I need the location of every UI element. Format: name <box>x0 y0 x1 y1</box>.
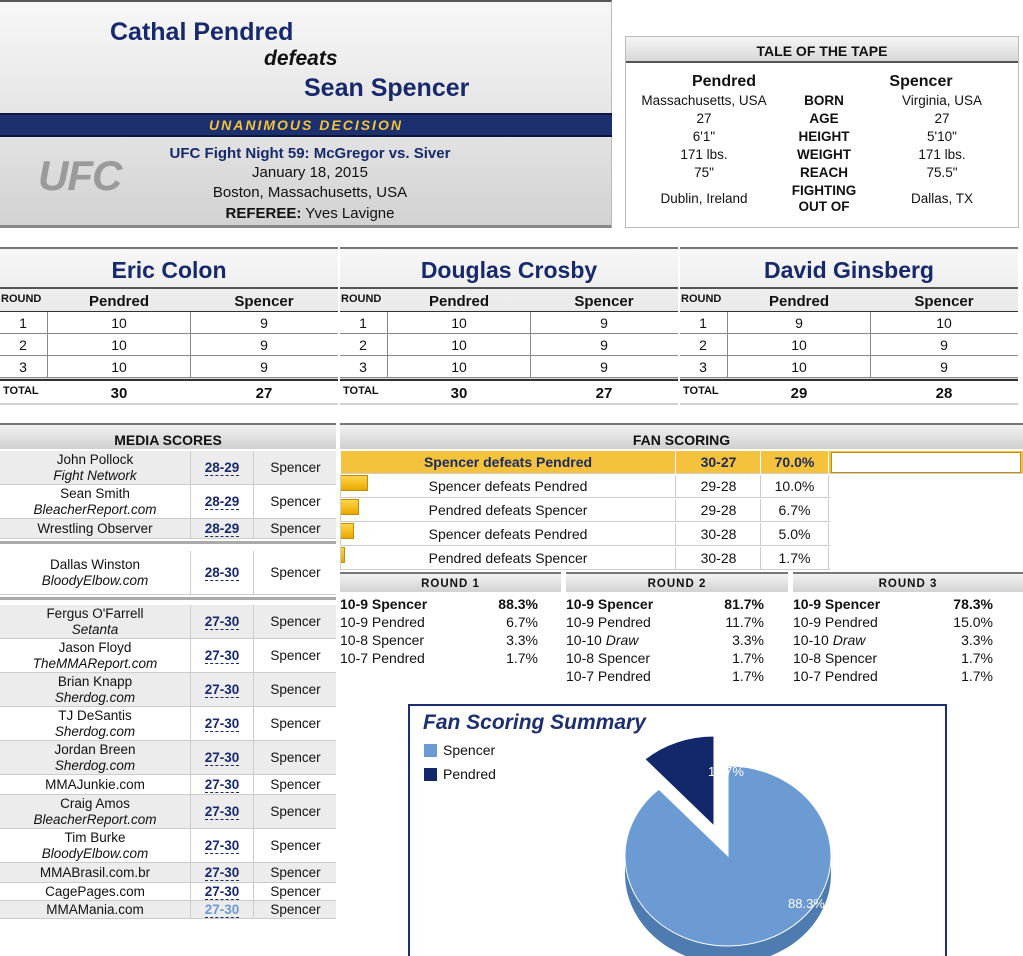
fan-result-score: 29-28 <box>677 499 761 522</box>
spencer-total: 28 <box>935 385 953 402</box>
scorecard-round-row <box>340 312 678 334</box>
fan-result-percent: 1.7% <box>761 547 829 570</box>
judge-scorecard <box>0 247 338 405</box>
pendred-round-score: 10 <box>727 356 870 377</box>
round-column-label: ROUND <box>681 293 722 305</box>
media-member-name[interactable]: Dallas Winston <box>49 557 141 572</box>
media-winner: Spencer <box>270 648 321 663</box>
round-score-label: 10-9 Spencer <box>566 596 654 612</box>
pendred-round-score: 10 <box>387 334 530 355</box>
media-source <box>0 486 190 518</box>
tale-right-value: 75.5" <box>926 165 958 180</box>
round-score-label: 10-8 Spencer <box>340 632 425 648</box>
round-score-percent: 1.7% <box>961 668 993 684</box>
round-number: 3 <box>19 359 27 375</box>
media-member-name[interactable]: CagePages.com <box>45 884 145 899</box>
round-number: 1 <box>19 315 27 331</box>
pendred-column-label: Pendred <box>88 293 149 310</box>
fan-result-row[interactable] <box>340 475 830 498</box>
round-number: 1 <box>359 315 367 331</box>
round-score-line <box>793 650 993 668</box>
fan-result-score: 30-28 <box>677 523 761 546</box>
chart-title: Fan Scoring Summary <box>423 711 646 734</box>
media-score-link[interactable]: 27-30 <box>204 804 240 819</box>
media-outlet: Sherdog.com <box>54 758 136 773</box>
media-outlet: Fight Network <box>53 468 137 483</box>
fan-scoring-title: FAN SCORING <box>340 423 1023 449</box>
round-number: 3 <box>359 359 367 375</box>
tale-label: REACH <box>799 165 848 180</box>
media-score-cell <box>190 519 254 538</box>
media-score-row <box>0 741 336 775</box>
round-score-percent: 1.7% <box>732 650 764 666</box>
scorecard-total-row <box>340 379 678 403</box>
round-score-percent: 1.7% <box>961 650 993 666</box>
round-column-label: ROUND <box>1 293 42 305</box>
media-outlet: Setanta <box>71 622 119 637</box>
media-winner: Spencer <box>270 614 321 629</box>
round-1-header: ROUND 1 <box>340 572 561 592</box>
media-score-link[interactable]: 28-29 <box>204 494 240 509</box>
fan-scoring-panel <box>340 423 1023 684</box>
scorecard-round-row <box>340 334 678 356</box>
tale-label: WEIGHT <box>797 147 851 162</box>
media-winner: Spencer <box>270 750 321 765</box>
round-score-line <box>340 650 538 668</box>
round-score-percent: 1.7% <box>506 650 538 666</box>
legend-label-spencer: Spencer <box>443 742 496 758</box>
round-score-percent: 3.3% <box>961 632 993 648</box>
spencer-round-score: 10 <box>870 312 1017 333</box>
fan-result-label: Spencer defeats Pendred <box>340 451 676 474</box>
round-score-label: 10-10 Draw <box>566 632 639 648</box>
round-3-header: ROUND 3 <box>793 572 1023 592</box>
round-score-label: 10-9 Pendred <box>566 614 651 630</box>
judge-scorecard <box>340 247 678 405</box>
event-date: January 18, 2015 <box>252 164 368 181</box>
round-column-label: ROUND <box>341 293 382 305</box>
media-score-row <box>0 673 336 707</box>
media-score-link[interactable]: 27-30 <box>204 777 240 792</box>
spencer-round-score: 9 <box>530 356 677 377</box>
tale-label-line-1: FIGHTING <box>791 183 857 198</box>
tale-left-value: Massachusetts, USA <box>641 93 767 108</box>
pendred-column-label: Pendred <box>428 293 489 310</box>
media-score-cell <box>190 451 254 484</box>
scorecard-round-row <box>680 356 1018 378</box>
media-score-link[interactable]: 27-30 <box>204 902 240 917</box>
media-winner: Spencer <box>270 884 321 899</box>
fight-result-header <box>0 0 612 228</box>
pie-chart <box>410 706 945 956</box>
round-score-label: 10-9 Pendred <box>340 614 425 630</box>
spencer-round-score: 9 <box>530 312 677 333</box>
tale-row-age <box>626 111 1020 129</box>
judge-name[interactable]: David Ginsberg <box>764 257 934 283</box>
fan-result-percent: 70.0% <box>761 451 829 474</box>
scorecard-round-row <box>0 312 338 334</box>
media-group-divider <box>0 597 336 600</box>
media-member-name[interactable]: MMABrasil.com.br <box>39 865 151 880</box>
media-member-name[interactable]: John Pollock <box>56 452 134 467</box>
media-scores-panel <box>0 423 336 956</box>
media-score-link[interactable]: 27-30 <box>204 865 240 880</box>
media-member-name[interactable]: Brian Knapp <box>57 674 133 689</box>
media-score-row <box>0 485 336 519</box>
pendred-round-score: 10 <box>47 312 190 333</box>
judge-name[interactable]: Douglas Crosby <box>420 257 598 283</box>
judge-name[interactable]: Eric Colon <box>111 257 227 283</box>
scorecard-round-row <box>680 312 1018 334</box>
media-score-cell <box>190 673 254 706</box>
round-score-line <box>793 596 993 614</box>
pendred-round-score: 10 <box>727 334 870 355</box>
media-score-cell <box>190 795 254 828</box>
fan-scoring-summary-chart <box>408 704 947 956</box>
media-source <box>0 777 190 793</box>
pendred-round-score: 10 <box>47 334 190 355</box>
pendred-round-score: 10 <box>387 356 530 377</box>
media-member-name[interactable]: Craig Amos <box>60 796 130 811</box>
round-number: 1 <box>699 315 707 331</box>
round-score-line <box>340 632 538 650</box>
media-score-link[interactable]: 28-29 <box>204 521 240 536</box>
round-score-label: 10-9 Spencer <box>793 596 881 612</box>
media-outlet: TheMMAReport.com <box>32 656 158 671</box>
round-score-label: 10-10 Draw <box>793 632 866 648</box>
fan-result-label: Pendred defeats Spencer <box>340 547 676 570</box>
spencer-round-score: 9 <box>870 334 1017 355</box>
round-score-percent: 1.7% <box>732 668 764 684</box>
tale-right-value: Virginia, USA <box>901 93 983 108</box>
media-score-link[interactable]: 27-30 <box>204 838 240 853</box>
round-score-label: 10-7 Pendred <box>340 650 425 666</box>
media-score-link[interactable]: 27-30 <box>204 750 240 765</box>
scorecard-rows <box>680 311 1018 378</box>
media-score-link[interactable]: 28-30 <box>204 565 240 580</box>
pendred-total: 30 <box>450 385 468 402</box>
fan-result-row[interactable] <box>340 499 830 522</box>
round-score-line <box>793 632 993 650</box>
fan-result-percent: 10.0% <box>761 475 829 498</box>
tale-title: TALE OF THE TAPE <box>626 37 1018 63</box>
fan-result-score: 30-28 <box>677 547 761 570</box>
round-score-percent: 11.7% <box>725 614 764 630</box>
round-score-line <box>340 614 538 632</box>
referee-label: REFEREE: <box>225 205 302 222</box>
round-number: 2 <box>359 337 367 353</box>
scorecard-rows <box>0 311 338 378</box>
scorecard-header <box>0 287 338 311</box>
round-score-line <box>566 614 764 632</box>
media-winner: Spencer <box>270 865 321 880</box>
media-source <box>0 865 190 881</box>
media-outlet: BloodyElbow.com <box>41 573 149 588</box>
referee-name[interactable]: Yves Lavigne <box>305 205 395 222</box>
pendred-column-label: Pendred <box>768 293 829 310</box>
media-score-cell <box>190 551 254 594</box>
media-member-name[interactable]: MMAJunkie.com <box>45 777 145 792</box>
tale-right-fighter[interactable]: Spencer <box>889 73 953 90</box>
spencer-column-label: Spencer <box>574 293 634 310</box>
loser-name[interactable]: Sean Spencer <box>304 74 470 102</box>
tale-row-height <box>626 129 1020 147</box>
fan-result-label: Pendred defeats Spencer <box>340 499 676 522</box>
round-score-percent: 3.3% <box>732 632 764 648</box>
round-score-line <box>566 632 764 650</box>
media-outlet: BleacherReport.com <box>33 812 157 827</box>
media-group-divider <box>0 541 336 544</box>
spencer-round-score: 9 <box>870 356 1017 377</box>
media-source <box>0 796 190 828</box>
result-verb: defeats <box>264 47 338 70</box>
spencer-round-score: 9 <box>190 312 337 333</box>
tale-of-the-tape <box>625 36 1019 228</box>
media-score-cell <box>190 741 254 774</box>
media-winner: Spencer <box>270 716 321 731</box>
spencer-total: 27 <box>595 385 613 402</box>
legend-label-pendred: Pendred <box>443 766 496 782</box>
media-outlet: BleacherReport.com <box>33 502 157 517</box>
media-score-row <box>0 605 336 639</box>
media-score-row <box>0 551 336 595</box>
pendred-round-score: 10 <box>47 356 190 377</box>
media-source <box>0 557 190 589</box>
scorecard-round-row <box>680 334 1018 356</box>
tale-left-value: Dublin, Ireland <box>660 191 748 206</box>
round-score-label: 10-9 Pendred <box>793 614 878 630</box>
tale-label: AGE <box>809 111 839 126</box>
round-score-percent: 88.3% <box>498 596 538 612</box>
tale-right-value: Dallas, TX <box>910 191 974 206</box>
fan-result-percent: 5.0% <box>761 523 829 546</box>
media-source <box>0 708 190 740</box>
ufc-logo: UFC <box>38 152 122 199</box>
media-score-cell <box>190 775 254 794</box>
media-score-row <box>0 639 336 673</box>
media-winner: Spencer <box>270 682 321 697</box>
scorecard-header <box>340 287 678 311</box>
pie-data-label: 11.7% <box>708 764 744 779</box>
fan-result-score: 29-28 <box>677 475 761 498</box>
tale-label: HEIGHT <box>798 129 850 144</box>
round-score-line <box>566 668 764 686</box>
media-score-row <box>0 829 336 863</box>
scorecard-total-row <box>0 379 338 403</box>
media-score-cell <box>190 901 254 918</box>
media-score-row <box>0 707 336 741</box>
media-score-cell <box>190 863 254 882</box>
round-2-header: ROUND 2 <box>566 572 788 592</box>
pendred-round-score: 10 <box>387 312 530 333</box>
total-label: TOTAL <box>683 385 719 397</box>
tale-label <box>782 183 866 215</box>
round-score-line <box>793 668 993 686</box>
media-source <box>0 640 190 672</box>
fan-result-percent: 6.7% <box>761 499 829 522</box>
media-score-cell <box>190 707 254 740</box>
media-outlet: Sherdog.com <box>54 690 136 705</box>
round-score-line <box>566 596 764 614</box>
pendred-total: 30 <box>110 385 128 402</box>
media-source <box>0 902 190 918</box>
event-name-link[interactable]: UFC Fight Night 59: McGregor vs. Siver <box>169 145 451 162</box>
spencer-round-score: 9 <box>190 356 337 377</box>
tale-left-value: 75" <box>694 165 714 180</box>
media-source <box>0 830 190 862</box>
media-member-name[interactable]: MMAMania.com <box>46 902 144 917</box>
round-score-label: 10-8 Spencer <box>793 650 878 666</box>
round-score-line <box>566 650 764 668</box>
media-score-row <box>0 795 336 829</box>
media-score-row <box>0 775 336 795</box>
media-winner: Spencer <box>270 494 321 509</box>
round-number: 2 <box>19 337 27 353</box>
fan-top-result-row[interactable] <box>340 451 1023 474</box>
tale-left-fighter[interactable]: Pendred <box>691 73 756 90</box>
round-score-percent: 6.7% <box>506 614 538 630</box>
spencer-column-label: Spencer <box>914 293 974 310</box>
judge-scorecard <box>680 247 1018 405</box>
round-score-line <box>793 614 993 632</box>
media-source <box>0 742 190 774</box>
media-score-row <box>0 519 336 539</box>
spencer-column-label: Spencer <box>234 293 294 310</box>
fan-result-label: Spencer defeats Pendred <box>340 475 676 498</box>
media-scores-title: MEDIA SCORES <box>0 423 336 449</box>
scorecard-round-row <box>0 356 338 378</box>
spencer-round-score: 9 <box>190 334 337 355</box>
winner-name[interactable]: Cathal Pendred <box>110 18 294 46</box>
media-score-link[interactable]: 27-30 <box>204 884 240 899</box>
pie-slice-spencer[interactable] <box>625 766 831 946</box>
media-score-cell <box>190 485 254 518</box>
media-score-link[interactable]: 27-30 <box>204 716 240 731</box>
pie-data-label: 88.3% <box>788 896 825 911</box>
pendred-total: 29 <box>790 385 808 402</box>
scorecard-header <box>680 287 1018 311</box>
media-score-cell <box>190 639 254 672</box>
tale-row-born <box>626 93 1020 111</box>
media-member-name[interactable]: Jason Floyd <box>58 640 132 655</box>
fan-result-bar <box>831 452 1021 473</box>
round-number: 2 <box>699 337 707 353</box>
event-location: Boston, Massachusetts, USA <box>212 184 408 201</box>
media-source <box>0 521 190 537</box>
media-winner: Spencer <box>270 902 321 917</box>
tale-label: BORN <box>804 93 844 108</box>
media-winner: Spencer <box>270 565 321 580</box>
tale-right-value: 171 lbs. <box>918 147 966 162</box>
media-score-cell <box>190 605 254 638</box>
media-member-name[interactable]: Fergus O'Farrell <box>46 606 144 621</box>
round-score-label: 10-7 Pendred <box>793 668 878 684</box>
fan-result-score: 30-27 <box>677 451 761 474</box>
media-score-link[interactable]: 27-30 <box>204 614 240 629</box>
media-member-name[interactable]: Tim Burke <box>64 830 126 845</box>
spencer-total: 27 <box>255 385 273 402</box>
round-score-percent: 81.7% <box>724 596 764 612</box>
media-score-cell <box>190 883 254 900</box>
media-winner: Spencer <box>270 521 321 536</box>
media-score-row <box>0 883 336 901</box>
media-member-name[interactable]: Sean Smith <box>60 486 130 501</box>
tale-row-fighting-out-of <box>626 183 1020 217</box>
tale-row-weight <box>626 147 1020 165</box>
media-winner: Spencer <box>270 460 321 475</box>
media-score-row <box>0 901 336 919</box>
round-score-percent: 3.3% <box>506 632 538 648</box>
round-score-line <box>340 596 538 614</box>
pendred-round-score: 9 <box>727 312 870 333</box>
referee-line <box>160 205 460 222</box>
spencer-round-score: 9 <box>530 334 677 355</box>
media-score-link[interactable]: 27-30 <box>204 682 240 697</box>
media-source <box>0 674 190 706</box>
tale-label-line-2: OUT OF <box>798 199 850 214</box>
scorecard-round-row <box>0 334 338 356</box>
media-score-row <box>0 863 336 883</box>
tale-right-value: 27 <box>934 111 950 126</box>
media-source <box>0 606 190 638</box>
fan-result-row[interactable] <box>340 523 830 546</box>
round-score-label: 10-8 Spencer <box>566 650 651 666</box>
media-outlet: BloodyElbow.com <box>41 846 149 861</box>
fan-result-label: Spencer defeats Pendred <box>340 523 676 546</box>
scorecard-total-row <box>680 379 1018 403</box>
tale-left-value: 6'1" <box>692 129 716 144</box>
media-winner: Spencer <box>270 804 321 819</box>
total-label: TOTAL <box>343 385 379 397</box>
tale-left-value: 27 <box>696 111 712 126</box>
media-member-name[interactable]: TJ DeSantis <box>58 708 132 723</box>
media-member-name[interactable]: Wrestling Observer <box>37 521 153 536</box>
total-label: TOTAL <box>3 385 39 397</box>
media-member-name[interactable]: Jordan Breen <box>54 742 136 757</box>
media-score-link[interactable]: 28-29 <box>204 460 240 475</box>
media-source <box>0 884 190 900</box>
media-score-link[interactable]: 27-30 <box>204 648 240 663</box>
media-winner: Spencer <box>270 838 321 853</box>
round-score-percent: 15.0% <box>953 614 993 630</box>
decision-banner: UNANIMOUS DECISION <box>0 113 612 137</box>
tale-right-value: 5'10" <box>927 129 957 144</box>
media-score-row <box>0 451 336 485</box>
media-outlet: Sherdog.com <box>54 724 136 739</box>
round-score-percent: 78.3% <box>953 596 993 612</box>
round-score-label: 10-9 Spencer <box>340 596 428 612</box>
scorecard-round-row <box>340 356 678 378</box>
tale-row-reach <box>626 165 1020 183</box>
scorecard-rows <box>340 311 678 378</box>
media-source <box>0 452 190 484</box>
round-number: 3 <box>699 359 707 375</box>
round-score-label: 10-7 Pendred <box>566 668 651 684</box>
media-winner: Spencer <box>270 777 321 792</box>
tale-left-value: 171 lbs. <box>680 147 728 162</box>
media-score-cell <box>190 829 254 862</box>
fan-result-row[interactable] <box>340 547 830 570</box>
